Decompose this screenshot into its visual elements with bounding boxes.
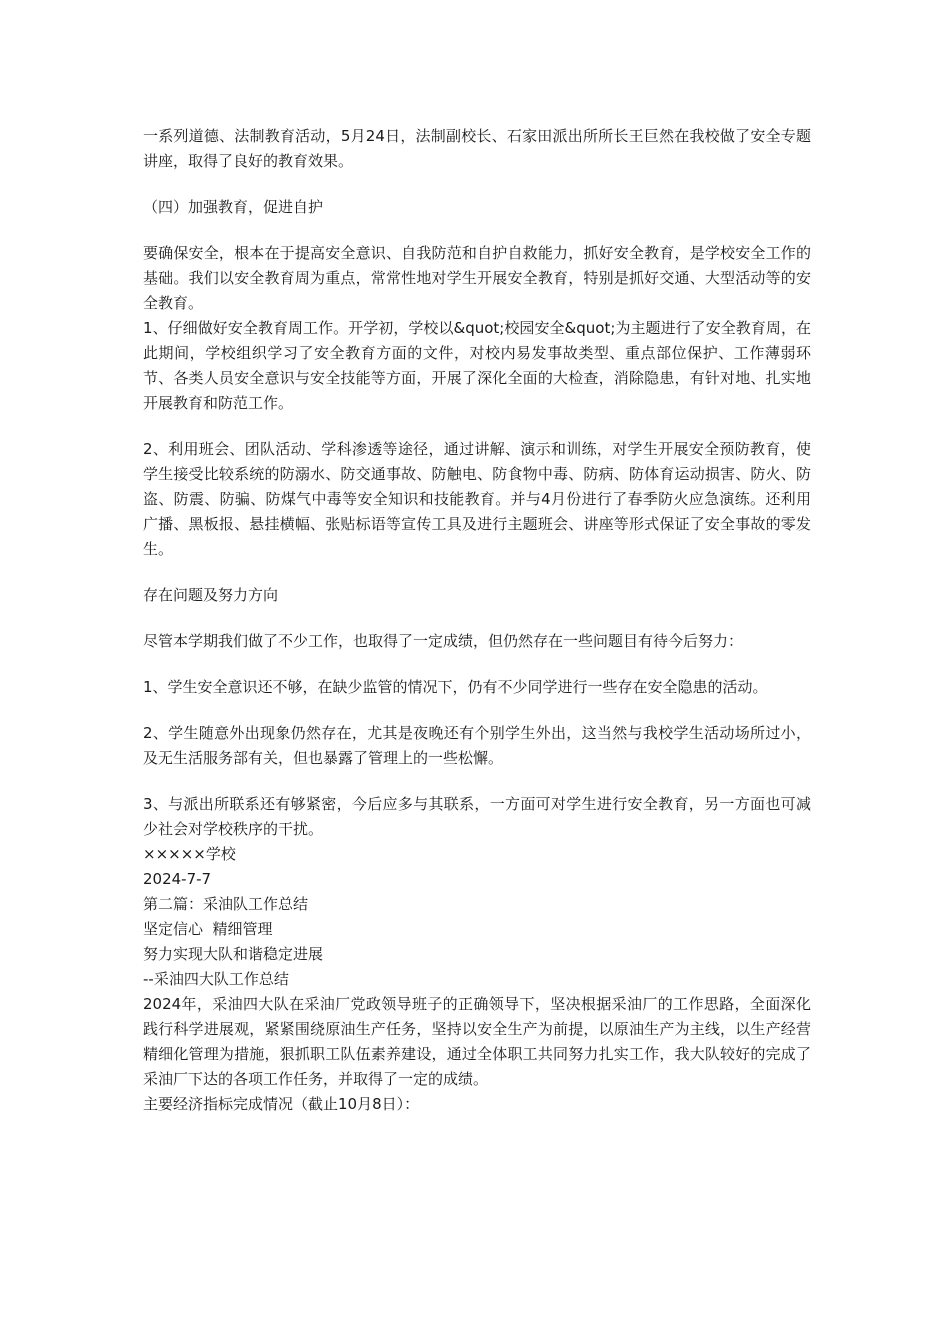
paragraph-2024-summary: 2024年，采油四大队在采油厂党政领导班子的正确领导下，坚决根据采油厂的工作思路，全面深化践行科学进展观，紧紧围绕原油生产任务，坚持以安全生产为前提，以原油生产为主线，以生产经营精细化管理为措施，狠抓职工队伍素养建设，通过全体职工共同努力扎实工作，我大队较好的完成了采油厂下达的各项工作任务，并取得了一定的成绩。 [143, 995, 811, 1088]
economic-indicators-heading: 主要经济指标完成情况（截止10月8日）： [143, 1095, 420, 1113]
paragraph-education-activities: 一系列道德、法制教育活动，5月24日，法制副校长、石家田派出所所长王巨然在我校做了安全专题讲座，取得了良好的教育效果。 [143, 127, 811, 170]
paragraph-problem-3: 3、与派出所联系还有够紧密，今后应多与其联系，一方面可对学生进行安全教育，另一方面也可减少社会对学校秩序的干扰。 [143, 795, 811, 838]
second-article-title: 第二篇：采油队工作总结 [143, 895, 309, 913]
subtitle-line-3: --采油四大队工作总结 [143, 970, 289, 988]
document-page [143, 124, 811, 1117]
school-signature: ×××××学校 [143, 845, 236, 863]
subtitle-line-2: 努力实现大队和谐稳定进展 [143, 945, 324, 963]
subtitle-line-1: 坚定信心 精细管理 [143, 920, 273, 938]
paragraph-class-meetings: 2、利用班会、团队活动、学科渗透等途径，通过讲解、演示和训练，对学生开展安全预防教育，使学生接受比较系统的防溺水、防交通事故、防触电、防食物中毒、防病、防体育运动损害、防火、防盗、防震、防骗、防煤气中毒等安全知识和技能教育。并与4月份进行了春季防火应急演练。还利用广播、黑板报、悬挂横幅、张贴标语等宣传工具及进行主题班会、讲座等形式保证了安全事故的零发生。 [143, 440, 811, 558]
document-date: 2024-7-7 [143, 870, 212, 888]
paragraph-safety-awareness: 要确保安全，根本在于提高安全意识、自我防范和自护自救能力，抓好安全教育，是学校安全工作的基础。我们以安全教育周为重点，常常性地对学生开展安全教育，特别是抓好交通、大型活动等的安全教育。 [143, 244, 811, 312]
section-heading-strengthen-education: （四）加强教育，促进自护 [143, 198, 324, 216]
paragraph-safety-week: 1、仔细做好安全教育周工作。开学初，学校以&quot;校园安全&quot;为主题进行了安全教育周，在此期间，学校组织学习了安全教育方面的文件，对校内易发事故类型、重点部位保护、工作薄弱环节、各类人员安全意识与安全技能等方面，开展了深化全面的大检查，消除隐患，有针对地、扎实地开展教育和防范工作。 [143, 319, 811, 412]
paragraph-problem-1: 1、学生安全意识还不够，在缺少监管的情况下，仍有不少同学进行一些存在安全隐患的活动。 [143, 678, 768, 696]
paragraph-problems-intro: 尽管本学期我们做了不少工作，也取得了一定成绩，但仍然存在一些问题目有待今后努力： [143, 632, 744, 650]
section-heading-problems: 存在问题及努力方向 [143, 586, 279, 604]
paragraph-problem-2: 2、学生随意外出现象仍然存在，尤其是夜晚还有个别学生外出，这当然与我校学生活动场所过小，及无生活服务部有关，但也暴露了管理上的一些松懈。 [143, 724, 811, 767]
